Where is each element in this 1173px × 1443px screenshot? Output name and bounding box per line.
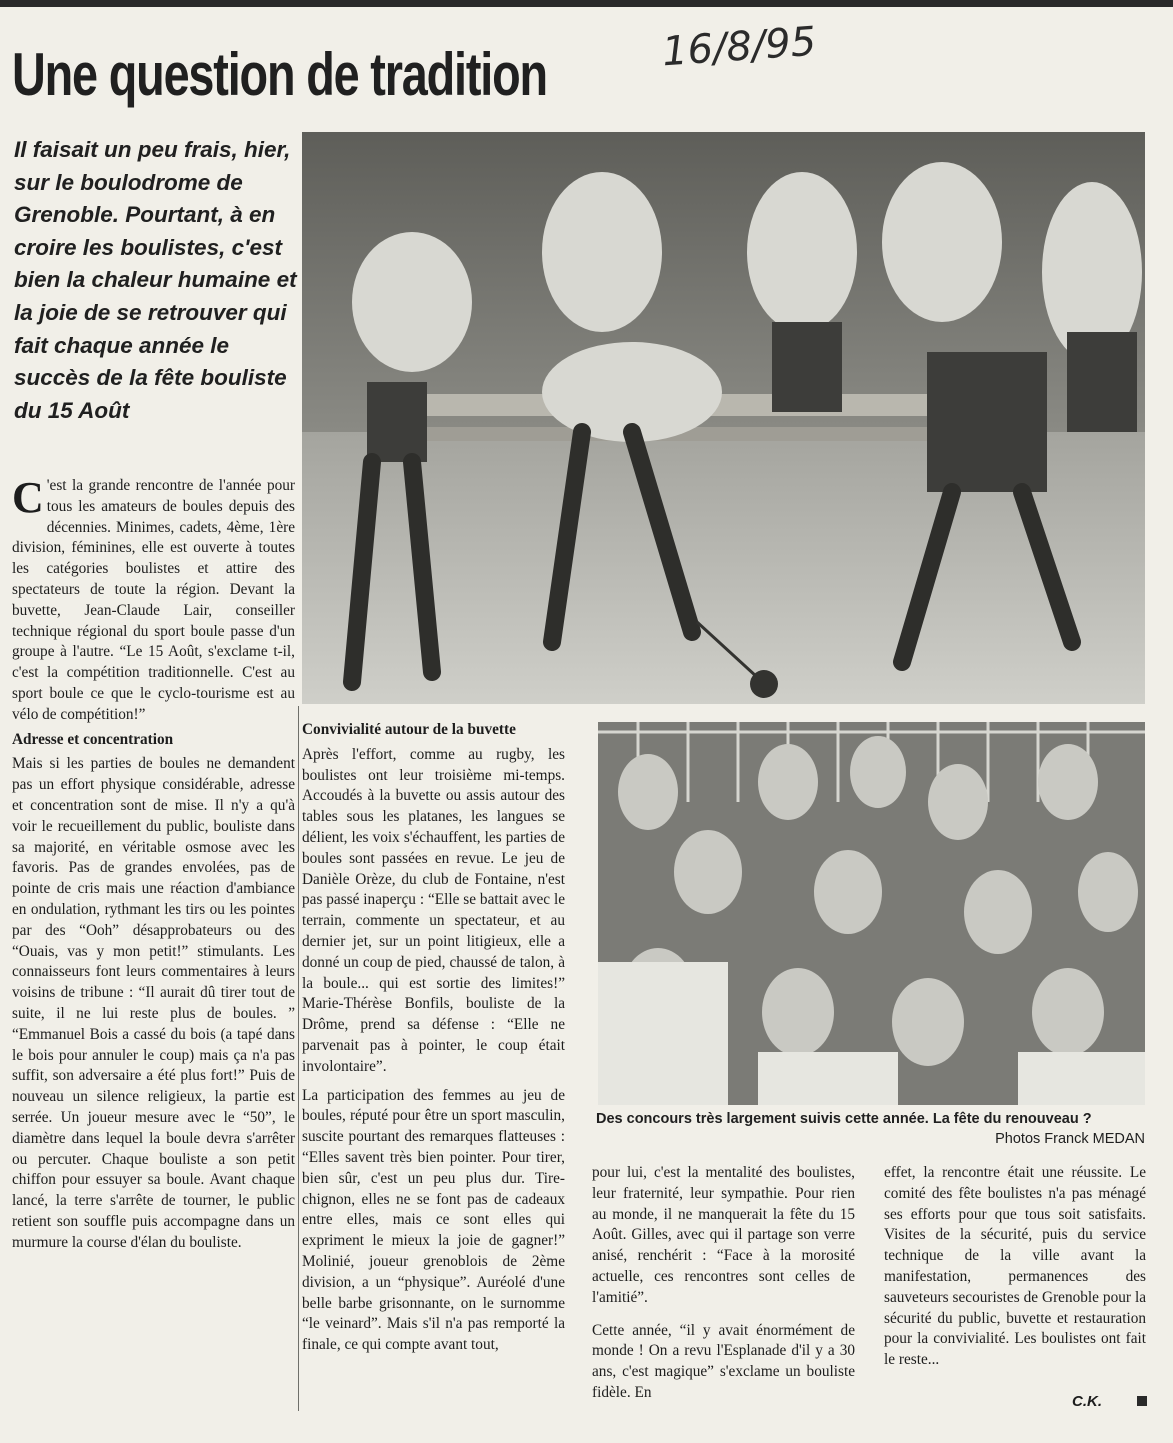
players-photo-image [302, 132, 1145, 704]
subheading-adresse: Adresse et concentration [12, 730, 174, 748]
players-photo [302, 132, 1145, 704]
handwritten-date: 16/8/95 [660, 18, 818, 76]
subheading-convivialite: Convivialité autour de la buvette [302, 721, 516, 738]
paragraph-reussite: effet, la rencontre était une réussite. Le comité des fête boulistes n'a pas ménagé ses efforts pour que tous soit satisfaits. Visites de la sécurité, puis du service technique de la ville avant la manifestation, permanences des sauveteurs secouristes de Grenoble pour la sécurité du public, buvette et restauration pour la convivialité. Les boulistes ont fait le reste... [884, 1164, 1146, 1369]
column-2 [302, 720, 565, 1356]
paragraph-intro [12, 473, 295, 726]
author-signature: C.K. [1072, 1393, 1102, 1410]
column-3 [592, 1163, 855, 1404]
end-mark [1137, 1396, 1147, 1406]
spectators-photo-image [598, 722, 1145, 1105]
photo-caption: Des concours très largement suivis cette année. La fête du renouveau ? [596, 1111, 1092, 1127]
paragraph-participation: La participation des femmes au jeu de boules, réputé pour être un sport masculin, suscite pourtant des remarques flatteuses : “Elles savent très bien pointer. Pour tirer, bien sûr, c'est un peu plus dur. Tire-chignon, elles ne se font pas de cadeaux entre elles, mais ce sont elles qui expriment le mieux la joie de gagner!” Molinié, joueur grenoblois de 2ème division, a un “physique”. Auréolé d'une belle barbe grisonnante, on le surnomme “le veinard”. Mais s'il n'a pas remporté la finale, ce qui compte avant tout, [302, 1086, 565, 1354]
adjacent-article-bleed [835, 8, 1173, 126]
paragraph-convivialite: Après l'effort, comme au rugby, les boulistes ont leur troisième mi-temps. Accoudés à la buvette ou assis autour des tables sous les platanes, les langues se délient, les voix s'échauffent, les parties de boules sont passées en revue. Le jeu de Danièle Orèze, du club de Fontaine, n'est pas passé inaperçu : “Elle se battait avec le terrain, commente un spectateur, et au dernier jet, sur un point litigieux, elle a donné un coup de pied, chaussé de talon, à la boule... qui est sortie des limites!” Marie-Thérèse Bonfils, bouliste de la Drôme, prend sa défense : “Elle ne parvenait pas à pointer, le coup était involontaire”. [302, 745, 565, 1075]
drop-cap: C [12, 473, 44, 522]
column-rule [298, 706, 299, 1411]
spectators-photo [598, 722, 1145, 1105]
paragraph-adresse: Mais si les parties de boules ne demandent pas un effort physique considérable, adresse et concentration sont de mise. Il n'y a qu'à voir le recueillement du public, bouliste dans sa majorité, en véritable osmose avec les favoris. Pas de grandes envolées, pas de pointe de cris mais une réaction d'ambiance en ondulation, rythmant les tirs ou les pointes par des “Ooh” désapprobateurs ou des “Ouais, vas y mon petit!” stimulants. Les connaisseurs font leurs commentaires à leurs voisins de tribune : “Il aurait dû tirer tout de suite, il ne lui reste plus de boules. ” “Emmanuel Bois a cassé du bois (a tapé dans le bois pour annuler le coup) mais ça n'a pas suffit, son adversaire a été plus fort!” Puis de nouveau un silence religieux, la partie est serrée. Un joueur mesure avec le “50”, le diamètre dans lequel la boule devra s'arrêter ou percuter. Chaque bouliste a son petit chiffon pour essuyer sa boule. Avant chaque lancé, la terre s'arrête de tourner, le public retient son souffle puis accompagne dans un murmure la course d'élan du bouliste. [12, 755, 295, 1251]
paragraph-mentalite: pour lui, c'est la mentalité des boulistes, leur fraternité, leur sympathie. Pour rien au monde, il ne manquerait la fête du 15 Août. Gilles, avec qui il partage son verre anisé, renchérit : “Face à la morosité actuelle, ces rencontres sont celles de l'amitié”. [592, 1164, 855, 1306]
paragraph-annee: Cette année, “il y avait énormément de monde ! On a revu l'Esplanade d'il y a 30 ans, c'est magique” s'exclame un bouliste fidèle. En [592, 1321, 855, 1401]
top-rule [0, 0, 1173, 7]
column-1 [12, 473, 295, 1253]
headline: Une question de tradition [12, 41, 547, 108]
column-4 [884, 1163, 1146, 1371]
standfirst: Il faisait un peu frais, hier, sur le boulodrome de Grenoble. Pourtant, à en croire les boulistes, c'est bien la chaleur humaine et la joie de se retrouver qui fait chaque année le succès de la fête bouliste du 15 Août [14, 137, 297, 423]
paragraph-intro-text: 'est la grande rencontre de l'année pour tous les amateurs de boules depuis des décennies. Minimes, cadets, 4ème, 1ère division, féminines, elle est ouverte à toutes les catégories boulistes et attire des spectateurs de toute la région. Devant la buvette, Jean-Claude Lair, conseiller technique régional du sport boule passe d'un groupe à l'autre. “Le 15 Août, s'exclame t-il, c'est la compétition traditionnelle. C'est au sport boule ce que le cyclo-tourisme est au vélo de compétition!” [12, 477, 295, 723]
photo-credit: Photos Franck MEDAN [995, 1131, 1145, 1147]
